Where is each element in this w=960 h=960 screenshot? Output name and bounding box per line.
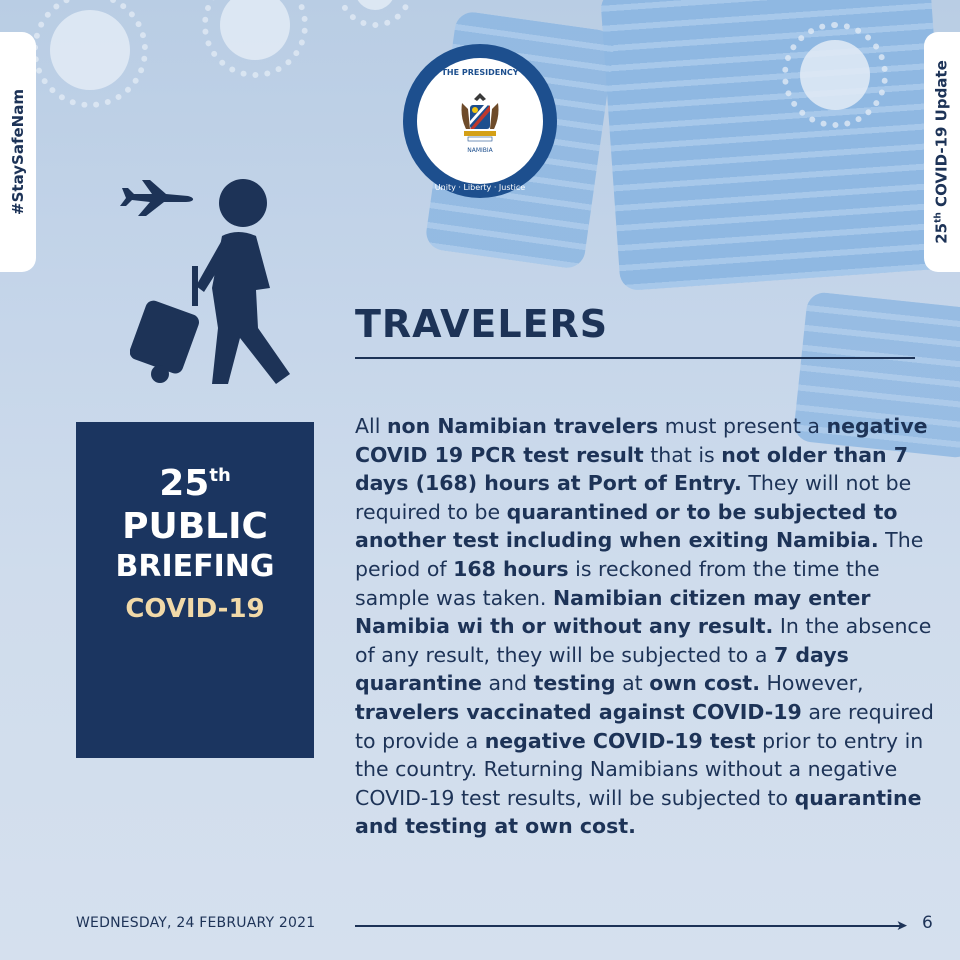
body-text-run: All	[355, 414, 387, 438]
body-emphasis: non Namibian travelers	[386, 414, 659, 438]
seal-title: THE PRESIDENCY	[441, 68, 519, 77]
virus-decoration	[220, 0, 290, 60]
virus-decoration	[800, 40, 870, 110]
briefing-line-public: PUBLIC	[122, 506, 268, 547]
page-number: 6	[922, 913, 933, 933]
body-text-run: at	[615, 671, 650, 696]
virus-decoration	[355, 0, 395, 10]
section-heading: TRAVELERS	[355, 302, 609, 346]
update-label: 25th COVID-19 Update	[933, 60, 951, 244]
body-emphasis: negative COVID-19 test	[484, 728, 756, 753]
virus-decoration	[50, 10, 130, 90]
body-text-run: In the absence of any result, they will be subjected to a	[355, 614, 932, 667]
briefing-number: 25th	[159, 463, 231, 504]
body-text-run: and	[481, 671, 534, 696]
body-text-run: that is	[643, 442, 722, 467]
body-text-run: The period of	[355, 528, 924, 581]
seal-inner	[417, 58, 543, 184]
body-emphasis: quarantine and testing at own cost.	[355, 785, 922, 839]
hashtag-label: #StaySafeNam	[9, 89, 27, 215]
body-text-run: However,	[760, 671, 864, 696]
heading-divider	[355, 357, 915, 359]
body-emphasis: 168 hours	[453, 556, 569, 581]
body-emphasis: 7 days quarantine	[355, 642, 849, 696]
footer-divider	[355, 925, 900, 927]
briefing-line-briefing: BRIEFING	[115, 549, 275, 584]
presidency-seal	[403, 44, 557, 198]
body-emphasis: quarantined or to be subjected to another test including when exiting Namibia.	[355, 499, 898, 553]
briefing-panel	[76, 422, 314, 758]
body-emphasis: negative COVID 19 PCR test result	[355, 414, 928, 467]
body-emphasis: testing	[533, 671, 616, 696]
footer-date: WEDNESDAY, 24 FEBRUARY 2021	[76, 915, 316, 931]
body-text-run: prior to entry in the country. Returning Namibians without a negative COVID-19 test results, will be subjected to	[355, 728, 924, 810]
body-paragraph	[355, 412, 945, 841]
body-text-run: They will not be required to be	[355, 471, 912, 524]
briefing-line-covid: COVID-19	[125, 594, 265, 624]
body-text-run: are required to provide a	[355, 699, 934, 753]
seal-country: NAMIBIA	[467, 146, 493, 154]
body-emphasis: own cost.	[649, 671, 760, 696]
body-text-run: must present a	[658, 414, 827, 438]
coat-of-arms-icon	[450, 89, 510, 145]
body-text-run: is reckoned from the time the sample was taken.	[355, 556, 880, 610]
traveler-with-luggage-icon	[130, 178, 305, 388]
body-emphasis: not older than 7 days (168) hours at Port of Entry.	[355, 442, 909, 496]
seal-motto: Unity · Liberty · Justice	[434, 183, 526, 192]
arrow-right-icon: ➤	[896, 918, 908, 934]
face-mask-decoration	[600, 0, 950, 291]
body-emphasis: travelers vaccinated against COVID-19	[355, 699, 802, 724]
body-emphasis: Namibian citizen may enter Namibia wi th or without any result.	[355, 585, 871, 639]
